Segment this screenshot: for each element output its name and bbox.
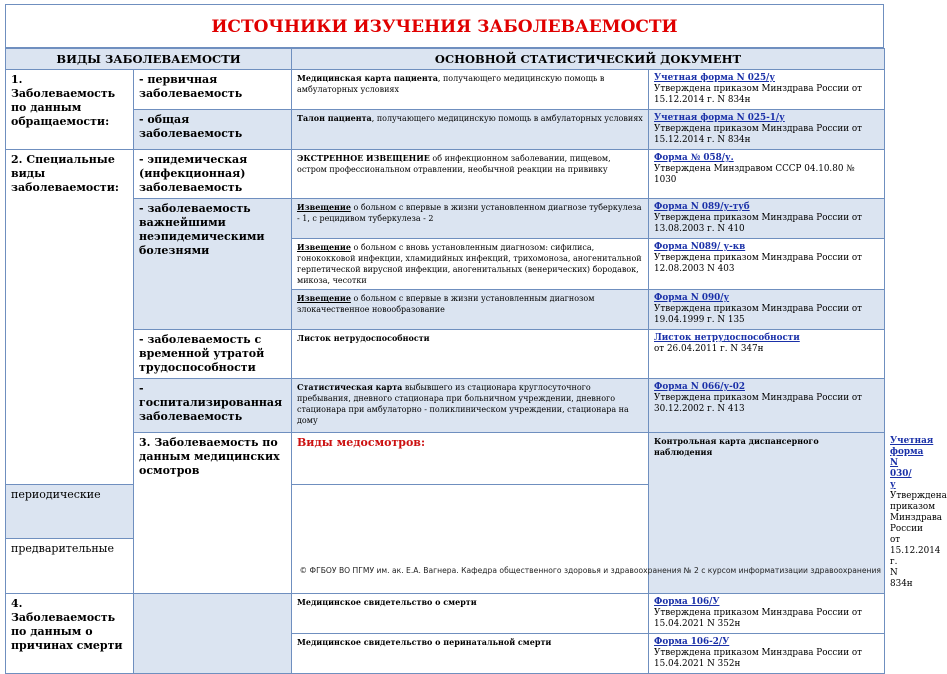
form-link[interactable]: Форма N 089/у-туб [654,202,750,212]
doc-bold: Извещение [297,242,351,252]
form-link[interactable]: Учетная форма N 025/у [654,73,775,83]
table-row [6,110,885,150]
group-1-label: 1. Заболеваемость по данным обращаемости: [6,70,134,150]
form-link[interactable]: Форма 106-2/У [654,637,730,647]
type-cell: - общая заболеваемость [134,110,292,150]
doc-cell: Контрольная карта диспансерного наблюдения [649,433,885,594]
form-approval: от 26.04.2011 г. N 347н [654,344,764,354]
form-approval: Утверждена приказом Минздрава России от 15.04.2021 N 352н [654,608,863,629]
title-box [5,4,884,48]
form-cell [649,199,885,239]
doc-bold: ЭКСТРЕННОЕ ИЗВЕЩЕНИЕ [297,153,430,163]
table-row [6,199,885,239]
header-col-types: ВИДЫ ЗАБОЛЕВАЕМОСТИ [6,49,292,70]
doc-rest: , получающего медицинскую помощь в амбулаторных условиях [297,74,605,94]
doc-rest: о больном с впервые в жизни установленным диагнозом злокачественное новообразование [297,294,595,314]
form-cell [649,70,885,110]
type-cell: - госпитализированная заболеваемость [134,379,292,433]
table-row [6,70,885,110]
header-col-documents: ОСНОВНОЙ СТАТИСТИЧЕСКИЙ ДОКУМЕНТ [292,49,885,70]
type-cell: - эпидемическая (инфекционная) заболеваемость [134,150,292,199]
doc-cell [292,199,649,239]
form-link[interactable]: Форма № 058/у. [654,153,734,163]
form-link[interactable]: Форма 106/У [654,597,720,607]
form-cell [649,290,885,330]
doc-cell [292,379,649,433]
group-4-label: 4. Заболеваемость по данным о причинах смерти [6,594,134,674]
table-row [6,594,885,634]
form-approval: Утверждена приказом Минздрава России от 13.08.2003 г. N 410 [654,213,863,234]
doc-bold: Листок нетрудоспособности [297,333,430,343]
doc-cell [292,239,649,290]
form-link[interactable]: Учетная форма N 025-1/у [654,113,785,123]
doc-cell [292,150,649,199]
form-approval: Утверждена приказом Минздрава России от 15.12.2014 г. N 834н [654,124,863,145]
form-cell [649,239,885,290]
table-header-row [6,49,885,70]
doc-cell [292,110,649,150]
form-approval: Утверждена приказом Минздрава России от 19.04.1999 г. N 135 [654,304,863,325]
group-3-label: 3. Заболеваемость по данным медицинских осмотров [134,433,292,594]
group-2-label: 2. Специальные виды заболеваемости: [6,150,134,485]
form-cell [649,150,885,199]
doc-cell: Медицинское свидетельство о перинатальной смерти [292,634,649,674]
doc-rest: об инфекционном заболевании, пищевом, остром профессиональном отравлении, необычной реакции на прививку [297,154,611,174]
form-link[interactable]: Форма N 066/у-02 [654,382,745,392]
form-cell [649,330,885,379]
page-title: ИСТОЧНИКИ ИЗУЧЕНИЯ ЗАБОЛЕВАЕМОСТИ [211,17,678,37]
form-link[interactable]: Листок нетрудоспособности [654,333,800,343]
form-cell [649,594,885,634]
doc-rest: о больном с впервые в жизни установленном диагнозе туберкулеза - 1, с рецидивом туберкулеза - 2 [297,203,642,223]
exam-periodic: периодические [6,485,134,539]
type-cell: - первичная заболеваемость [134,70,292,110]
doc-bold: Извещение [297,202,351,212]
form-approval: Утверждена приказом Минздрава России от 15.12.2014 г. N 834н [654,84,863,105]
doc-bold: Медицинская карта пациента [297,73,438,83]
form-approval: Утверждена приказом Минздрава России от 12.08.2003 N 403 [654,253,863,274]
form-cell [649,379,885,433]
form-link[interactable]: Форма N 090/у [654,293,730,303]
form-cell [649,110,885,150]
footer-copyright: © ФГБОУ ВО ПГМУ им. ак. Е.А. Вагнера. Кафедра общественного здоровья и здравоохранения № 2 с курсом информатизации здравоохранения [299,566,881,575]
doc-bold: Статистическая карта [297,382,403,392]
form-approval: Утверждена приказом Минздрава России от 30.12.2002 г. N 413 [654,393,863,414]
empty-type-cell [134,594,292,674]
doc-rest: , получающего медицинскую помощь в амбулаторных условиях [371,114,643,123]
table-row [6,379,885,433]
doc-bold: Талон пациента [297,113,372,123]
doc-cell [292,330,649,379]
doc-cell [292,70,649,110]
sources-table [5,48,947,674]
doc-cell [292,290,649,330]
form-cell [649,634,885,674]
exam-preliminary: предварительные [6,539,134,594]
form-approval: Утверждена приказом Минздрава России от 15.04.2021 N 352н [654,648,863,669]
type-cell: - заболеваемость с временной утратой трудоспособности [134,330,292,379]
table-row: 3. Заболеваемость по данным медицинских осмотров Виды медосмотров: Контрольная карта диспансерного наблюдения Учетная форма N 030/у Утверждена приказом Минздрава России от 15.12.2014 г. N 834н [6,433,885,485]
doc-cell: Медицинское свидетельство о смерти [292,594,649,634]
type-cell: - заболеваемость важнейшими неэпидемическими болезнями [134,199,292,330]
doc-rest: выбывшего из стационара круглосуточного пребывания, дневного стационара при больничном учреждении, дневного стационара при амбулаторно - поликлиническом учреждении, стационара на дому [297,383,629,425]
table-row [6,330,885,379]
doc-bold: Извещение [297,293,351,303]
table-row [6,150,885,199]
exam-types-label: Виды медосмотров: [292,433,649,485]
doc-rest: о больном с вновь установленным диагнозом: сифилиса, гонококковой инфекции, хламидийных инфекций, трихомоноза, аногенитальной герпетической вирусной инфекции, аногенитальных (венерических) бородавок, микоза, чесотки [297,243,642,285]
form-approval: Утверждена Минздравом СССР 04.10.80 № 1030 [654,164,855,185]
form-link[interactable]: Форма N089/ у-кв [654,242,746,252]
